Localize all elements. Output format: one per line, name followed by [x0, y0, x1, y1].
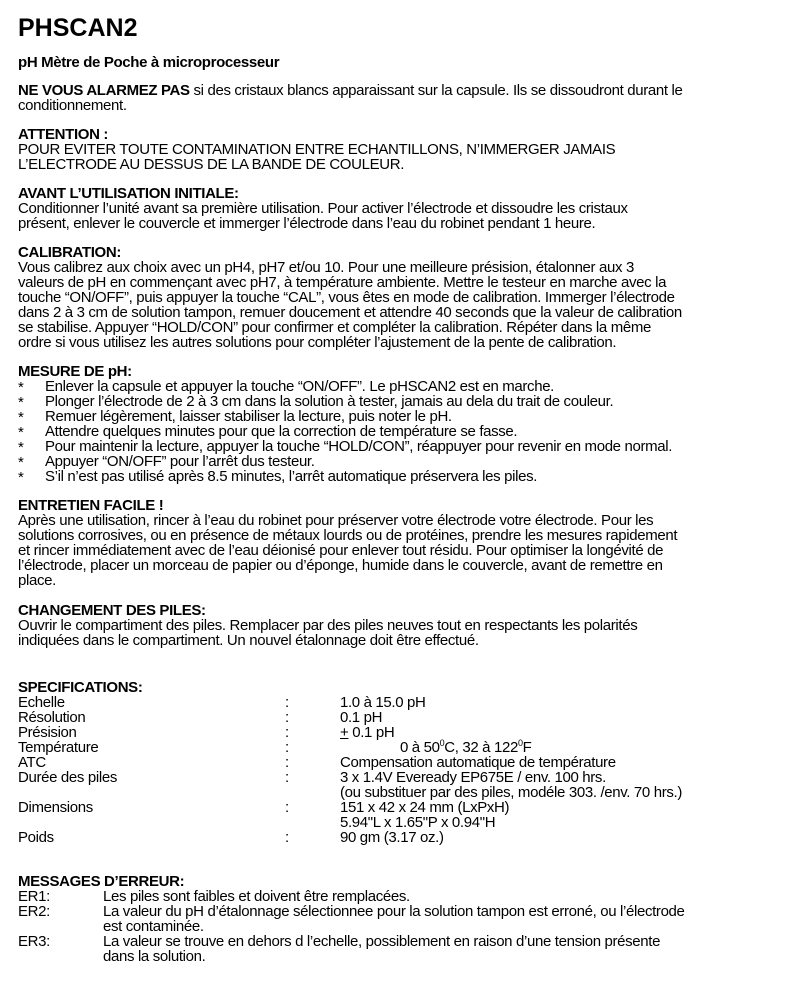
entretien-section: [18, 498, 804, 588]
mesure-section: [18, 364, 804, 484]
paragraph-line: Vous calibrez aux choix avec un pH4, pH7 et/ou 10. Pour une meilleure présision, étalonner aux 3: [18, 259, 634, 276]
spec-colon: :: [285, 799, 289, 816]
bullet-text: Pour maintenir la lecture, appuyer la touche “HOLD/CON”, réappuyer pour revenir en mode normal.: [45, 438, 673, 455]
spec-label: Dimensions: [18, 799, 93, 816]
spec-value-text: 0.1 pH: [340, 709, 383, 726]
error-text: La valeur se trouve en dehors d l’echelle, possiblement en raison d’une tension présente: [103, 933, 661, 950]
spec-value: [340, 725, 394, 740]
spec-value-text: 1.0 à 15.0 pH: [340, 694, 426, 711]
spec-value: [340, 830, 444, 845]
bullet-text: S’il n’est pas utilisé après 8.5 minutes, l’arrêt automatique préservera les piles.: [45, 468, 538, 485]
spec-colon: :: [285, 694, 289, 711]
bullet-item: [18, 469, 804, 484]
spec-value-part: 0 à 50: [400, 739, 440, 756]
bullet-item: [18, 454, 804, 469]
spec-label: Présision: [18, 724, 77, 741]
bullet-star: *: [18, 394, 24, 411]
paragraph-line: place.: [18, 572, 56, 589]
spec-label: ATC: [18, 754, 46, 771]
bullet-star: *: [18, 379, 24, 396]
error-item: [18, 934, 804, 964]
spec-row: [18, 785, 804, 800]
paragraph-line: valeurs de pH en commençant avec pH7, à température ambiente. Mettre le testeur en marche avec la: [18, 274, 667, 291]
bullet-star: *: [18, 469, 24, 486]
error-text: La valeur du pH d’étalonnage sélectionnee pour la solution tampon est erroné, ou l’électrode: [103, 903, 685, 920]
paragraph-line: dans 2 à 3 cm de solution tampon, remuer doucement et attendre 40 seconds que la valeur de calibration: [18, 304, 682, 321]
spec-colon: :: [285, 754, 289, 771]
spec-value: [340, 695, 426, 710]
intro-section: [18, 83, 804, 113]
spec-row: [18, 695, 804, 710]
spec-label: Durée des piles: [18, 769, 117, 786]
degree-sup: 0: [517, 738, 523, 748]
section-heading: CALIBRATION:: [18, 244, 122, 261]
spec-row: [18, 755, 804, 770]
bullet-star: *: [18, 424, 24, 441]
paragraph-line: Ouvrir le compartiment des piles. Remplacer par des piles neuves tout en respectants les polarités: [18, 617, 638, 634]
spec-colon: :: [285, 709, 289, 726]
intro-text: conditionnement.: [18, 97, 127, 114]
error-text: est contaminée.: [103, 918, 204, 935]
bullet-star: *: [18, 409, 24, 426]
paragraph-line: ordre si vous utilisez les autres solutions pour compléter l’ajustement de la pente de calibration.: [18, 334, 617, 351]
spec-value: [340, 800, 509, 815]
spec-label: Echelle: [18, 694, 65, 711]
errors-section: [18, 874, 804, 964]
bullet-text: Plonger l’électrode de 2 à 3 cm dans la solution à tester, jamais au dela du trait de couleur.: [45, 393, 614, 410]
section-heading: CHANGEMENT DES PILES:: [18, 602, 206, 619]
spec-value: [340, 770, 606, 785]
error-item: [18, 889, 804, 904]
bullet-text: Enlever la capsule et appuyer la touche “ON/OFF”. Le pHSCAN2 est en marche.: [45, 378, 554, 395]
error-code: ER2:: [18, 903, 50, 920]
bullet-star: *: [18, 439, 24, 456]
paragraph-line: se stabilise. Appuyer “HOLD/CON” pour confirmer et compléter la calibration. Répéter dans la même: [18, 319, 651, 336]
error-code: ER1:: [18, 888, 50, 905]
paragraph-line: touche “ON/OFF”, puis appuyer la touche “CAL”, vous êtes en mode de calibration. Immerger l’électrode: [18, 289, 675, 306]
spec-row: [18, 800, 804, 815]
spec-value-text: 0.1 pH: [348, 724, 395, 741]
spec-colon: :: [285, 739, 289, 756]
plus-minus: +: [340, 724, 349, 741]
piles-section: [18, 603, 804, 648]
bullet-star: *: [18, 454, 24, 471]
specifications-section: [18, 680, 804, 845]
section-heading: MESURE DE pH:: [18, 363, 132, 380]
paragraph-line: Conditionner l’unité avant sa première utilisation. Pour activer l’électrode et dissoudre les cristaux: [18, 200, 628, 217]
bullet-item: [18, 409, 804, 424]
bullet-text: Appuyer “ON/OFF” pour l’arrêt dus testeur.: [45, 453, 315, 470]
spec-colon: :: [285, 829, 289, 846]
attention-section: [18, 127, 804, 172]
paragraph-line: présent, enlever le couvercle et immerger l’électrode dans l’eau du robinet pendant 1 heure.: [18, 215, 596, 232]
bullet-item: [18, 379, 804, 394]
bullet-item: [18, 439, 804, 454]
spec-value-part: F: [522, 739, 532, 756]
error-text: dans la solution.: [103, 948, 206, 965]
intro-bold: NE VOUS ALARMEZ PAS: [18, 82, 190, 99]
document-title: PHSCAN2: [18, 14, 138, 42]
section-heading: MESSAGES D’ERREUR:: [18, 873, 185, 890]
bullet-text: Attendre quelques minutes pour que la correction de température se fasse.: [45, 423, 518, 440]
error-code: ER3:: [18, 933, 50, 950]
paragraph-line: POUR EVITER TOUTE CONTAMINATION ENTRE ECHANTILLONS, N’IMMERGER JAMAIS: [18, 141, 616, 158]
spec-value: [340, 710, 382, 725]
error-text: Les piles sont faibles et doivent être remplacées.: [103, 888, 410, 905]
spec-row: [18, 770, 804, 785]
bullet-item: [18, 424, 804, 439]
error-item: [18, 904, 804, 934]
spec-value-text: 3 x 1.4V Eveready EP675E / env. 100 hrs.: [340, 769, 606, 786]
spec-value-text: 5.94"L x 1.65"P x 0.94"H: [340, 814, 496, 831]
bullet-text: Remuer légèrement, laisser stabiliser la lecture, puis noter le pH.: [45, 408, 452, 425]
degree-sup: 0: [439, 738, 445, 748]
spec-value: [340, 815, 495, 830]
paragraph-line: solutions corrosives, ou en présence de métaux lourds ou de protéines, prendre les mesures rapidement: [18, 527, 678, 544]
spec-value: [340, 755, 616, 770]
avant-section: [18, 186, 804, 231]
spec-value-text: Compensation automatique de température: [340, 754, 616, 771]
spec-row: [18, 740, 804, 755]
section-heading: AVANT L’UTILISATION INITIALE:: [18, 185, 239, 202]
bullet-item: [18, 394, 804, 409]
spec-value-text: 90 gm (3.17 oz.): [340, 829, 444, 846]
spec-row: [18, 830, 804, 845]
spec-value: [340, 740, 531, 755]
paragraph-line: indiquées dans le compartiment. Un nouvel étalonnage doit être effectué.: [18, 632, 479, 649]
paragraph-line: Après une utilisation, rincer à l’eau du robinet pour préserver votre électrode votre électrode. Pour les: [18, 512, 654, 529]
spec-label: Poids: [18, 829, 54, 846]
spec-colon: :: [285, 769, 289, 786]
spec-value-text: 151 x 42 x 24 mm (LxPxH): [340, 799, 510, 816]
paragraph-line: et rincer immédiatement avec de l’eau déionisé pour enlever tout résidu. Pour optimiser la longévité de: [18, 542, 664, 559]
spec-colon: :: [285, 724, 289, 741]
section-heading: ENTRETIEN FACILE !: [18, 497, 164, 514]
section-heading: SPECIFICATIONS:: [18, 679, 143, 696]
paragraph-line: l’électrode, placer un morceau de papier ou d’éponge, humide dans le couvercle, avant de remettre en: [18, 557, 663, 574]
calibration-section: [18, 245, 804, 350]
spec-label: Température: [18, 739, 99, 756]
document-subtitle: pH Mètre de Poche à microprocesseur: [18, 54, 280, 71]
intro-text: si des cristaux blancs apparaissant sur la capsule. Ils se dissoudront durant le: [189, 82, 683, 99]
spec-row: [18, 725, 804, 740]
spec-value-part: C, 32 à 122: [444, 739, 518, 756]
section-heading: ATTENTION :: [18, 126, 109, 143]
spec-row: [18, 815, 804, 830]
spec-row: [18, 710, 804, 725]
spec-label: Résolution: [18, 709, 86, 726]
paragraph-line: L’ELECTRODE AU DESSUS DE LA BANDE DE COULEUR.: [18, 156, 405, 173]
spec-value-text: (ou substituer par des piles, modéle 303. /env. 70 hrs.): [340, 784, 682, 801]
spec-value: [340, 785, 682, 800]
